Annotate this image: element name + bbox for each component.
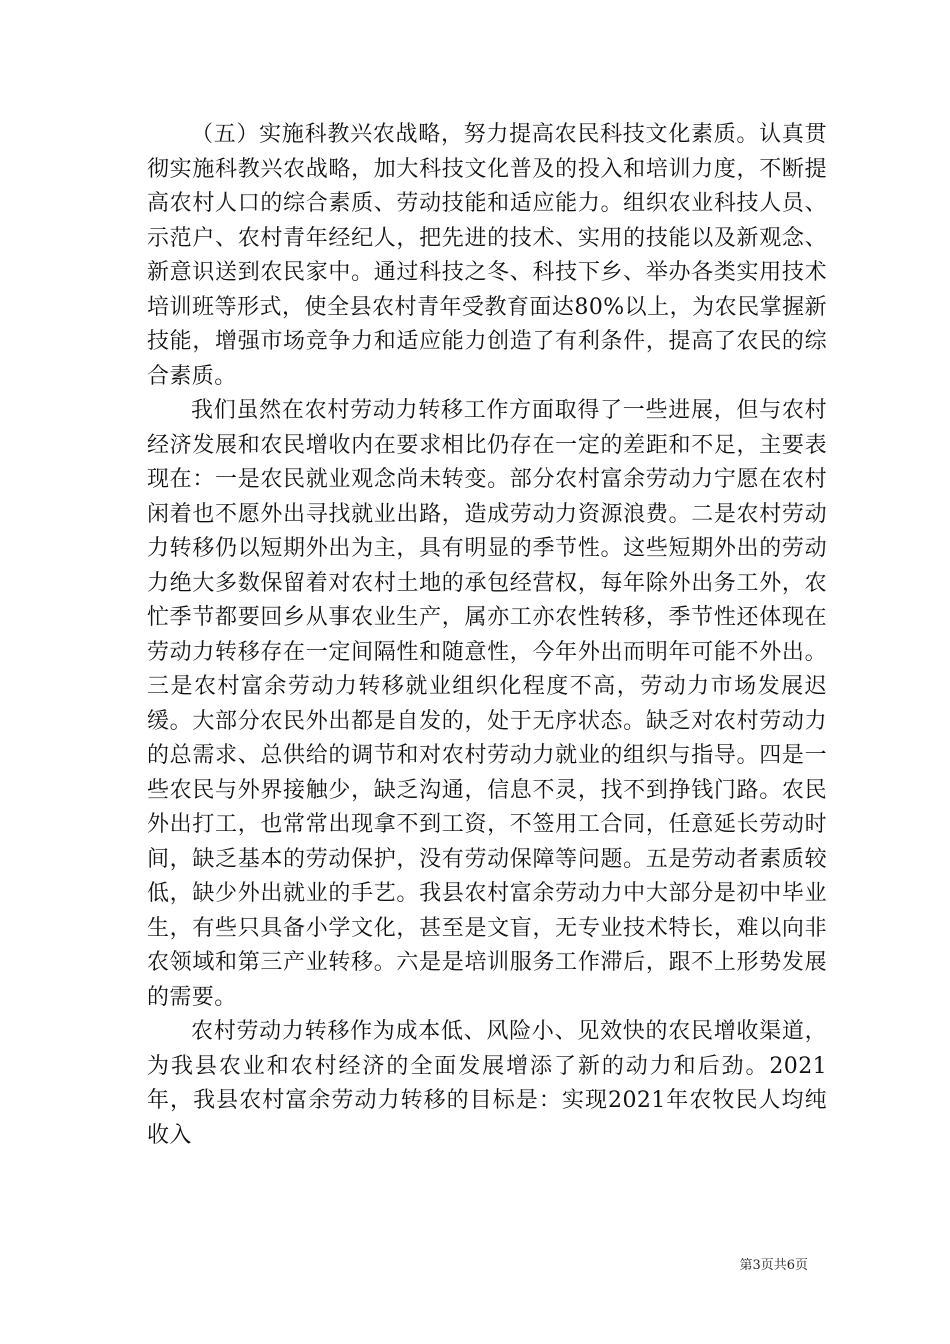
paragraph-problems: 我们虽然在农村劳动力转移工作方面取得了一些进展，但与农村经济发展和农民增收内在要求相比仍存在一定的差距和不足，主要表现在：一是农民就业观念尚未转变。部分农村富余劳动力宁愿在农村闲着也不愿外出寻找就业出路，造成劳动力资源浪费。二是农村劳动力转移仍以短期外出为主，具有明显的季节性。这些短期外出的劳动力绝大多数保留着对农村土地的承包经营权，每年除外出务工外，农忙季节都要回乡从事农业生产，属亦工亦农性转移，季节性还体现在劳动力转移存在一定间隔性和随意性，今年外出而明年可能不外出。三是农村富余劳动力转移就业组织化程度不高，劳动力市场发展迟缓。大部分农民外出都是自发的，处于无序状态。缺乏对农村劳动力的总需求、总供给的调节和对农村劳动力就业的组织与指导。四是一些农民与外界接触少，缺乏沟通，信息不灵，找不到挣钱门路。农民外出打工，也常常出现拿不到工资，不签用工合同，任意延长劳动时间，缺乏基本的劳动保护，没有劳动保障等问题。五是劳动者素质较低，缺少外出就业的手艺。我县农村富余劳动力中大部分是初中毕业生，有些只具备小学文化，甚至是文盲，无专业技术特长，难以向非农领域和第三产业转移。六是是培训服务工作滞后，跟不上形势发展的需要。 bbox=[147, 398, 827, 1010]
paragraph-science-education: （五）实施科教兴农战略，努力提高农民科技文化素质。认真贯彻实施科教兴农战略，加大科技文化普及的投入和培训力度，不断提高农村人口的综合素质、劳动技能和适应能力。组织农业科技人员、示范户、农村青年经纪人，把先进的技术、实用的技能以及新观念、新意识送到农民家中。通过科技之冬、科技下乡、举办各类实用技术培训班等形式，使全县农村青年受教育面达80%以上，为农民掌握新技能，增强市场竞争力和适应能力创造了有利条件，提高了农民的综合素质。 bbox=[147, 122, 827, 389]
paragraph-goals: 农村劳动力转移作为成本低、风险小、见效快的农民增收渠道，为我县农业和农村经济的全面发展增添了新的动力和后劲。2021年，我县农村富余劳动力转移的目标是：实现2021年农牧民人均纯收入 bbox=[147, 1019, 827, 1148]
document-body bbox=[147, 118, 827, 1153]
page-number-footer: 第3页共6页 bbox=[739, 1258, 808, 1273]
